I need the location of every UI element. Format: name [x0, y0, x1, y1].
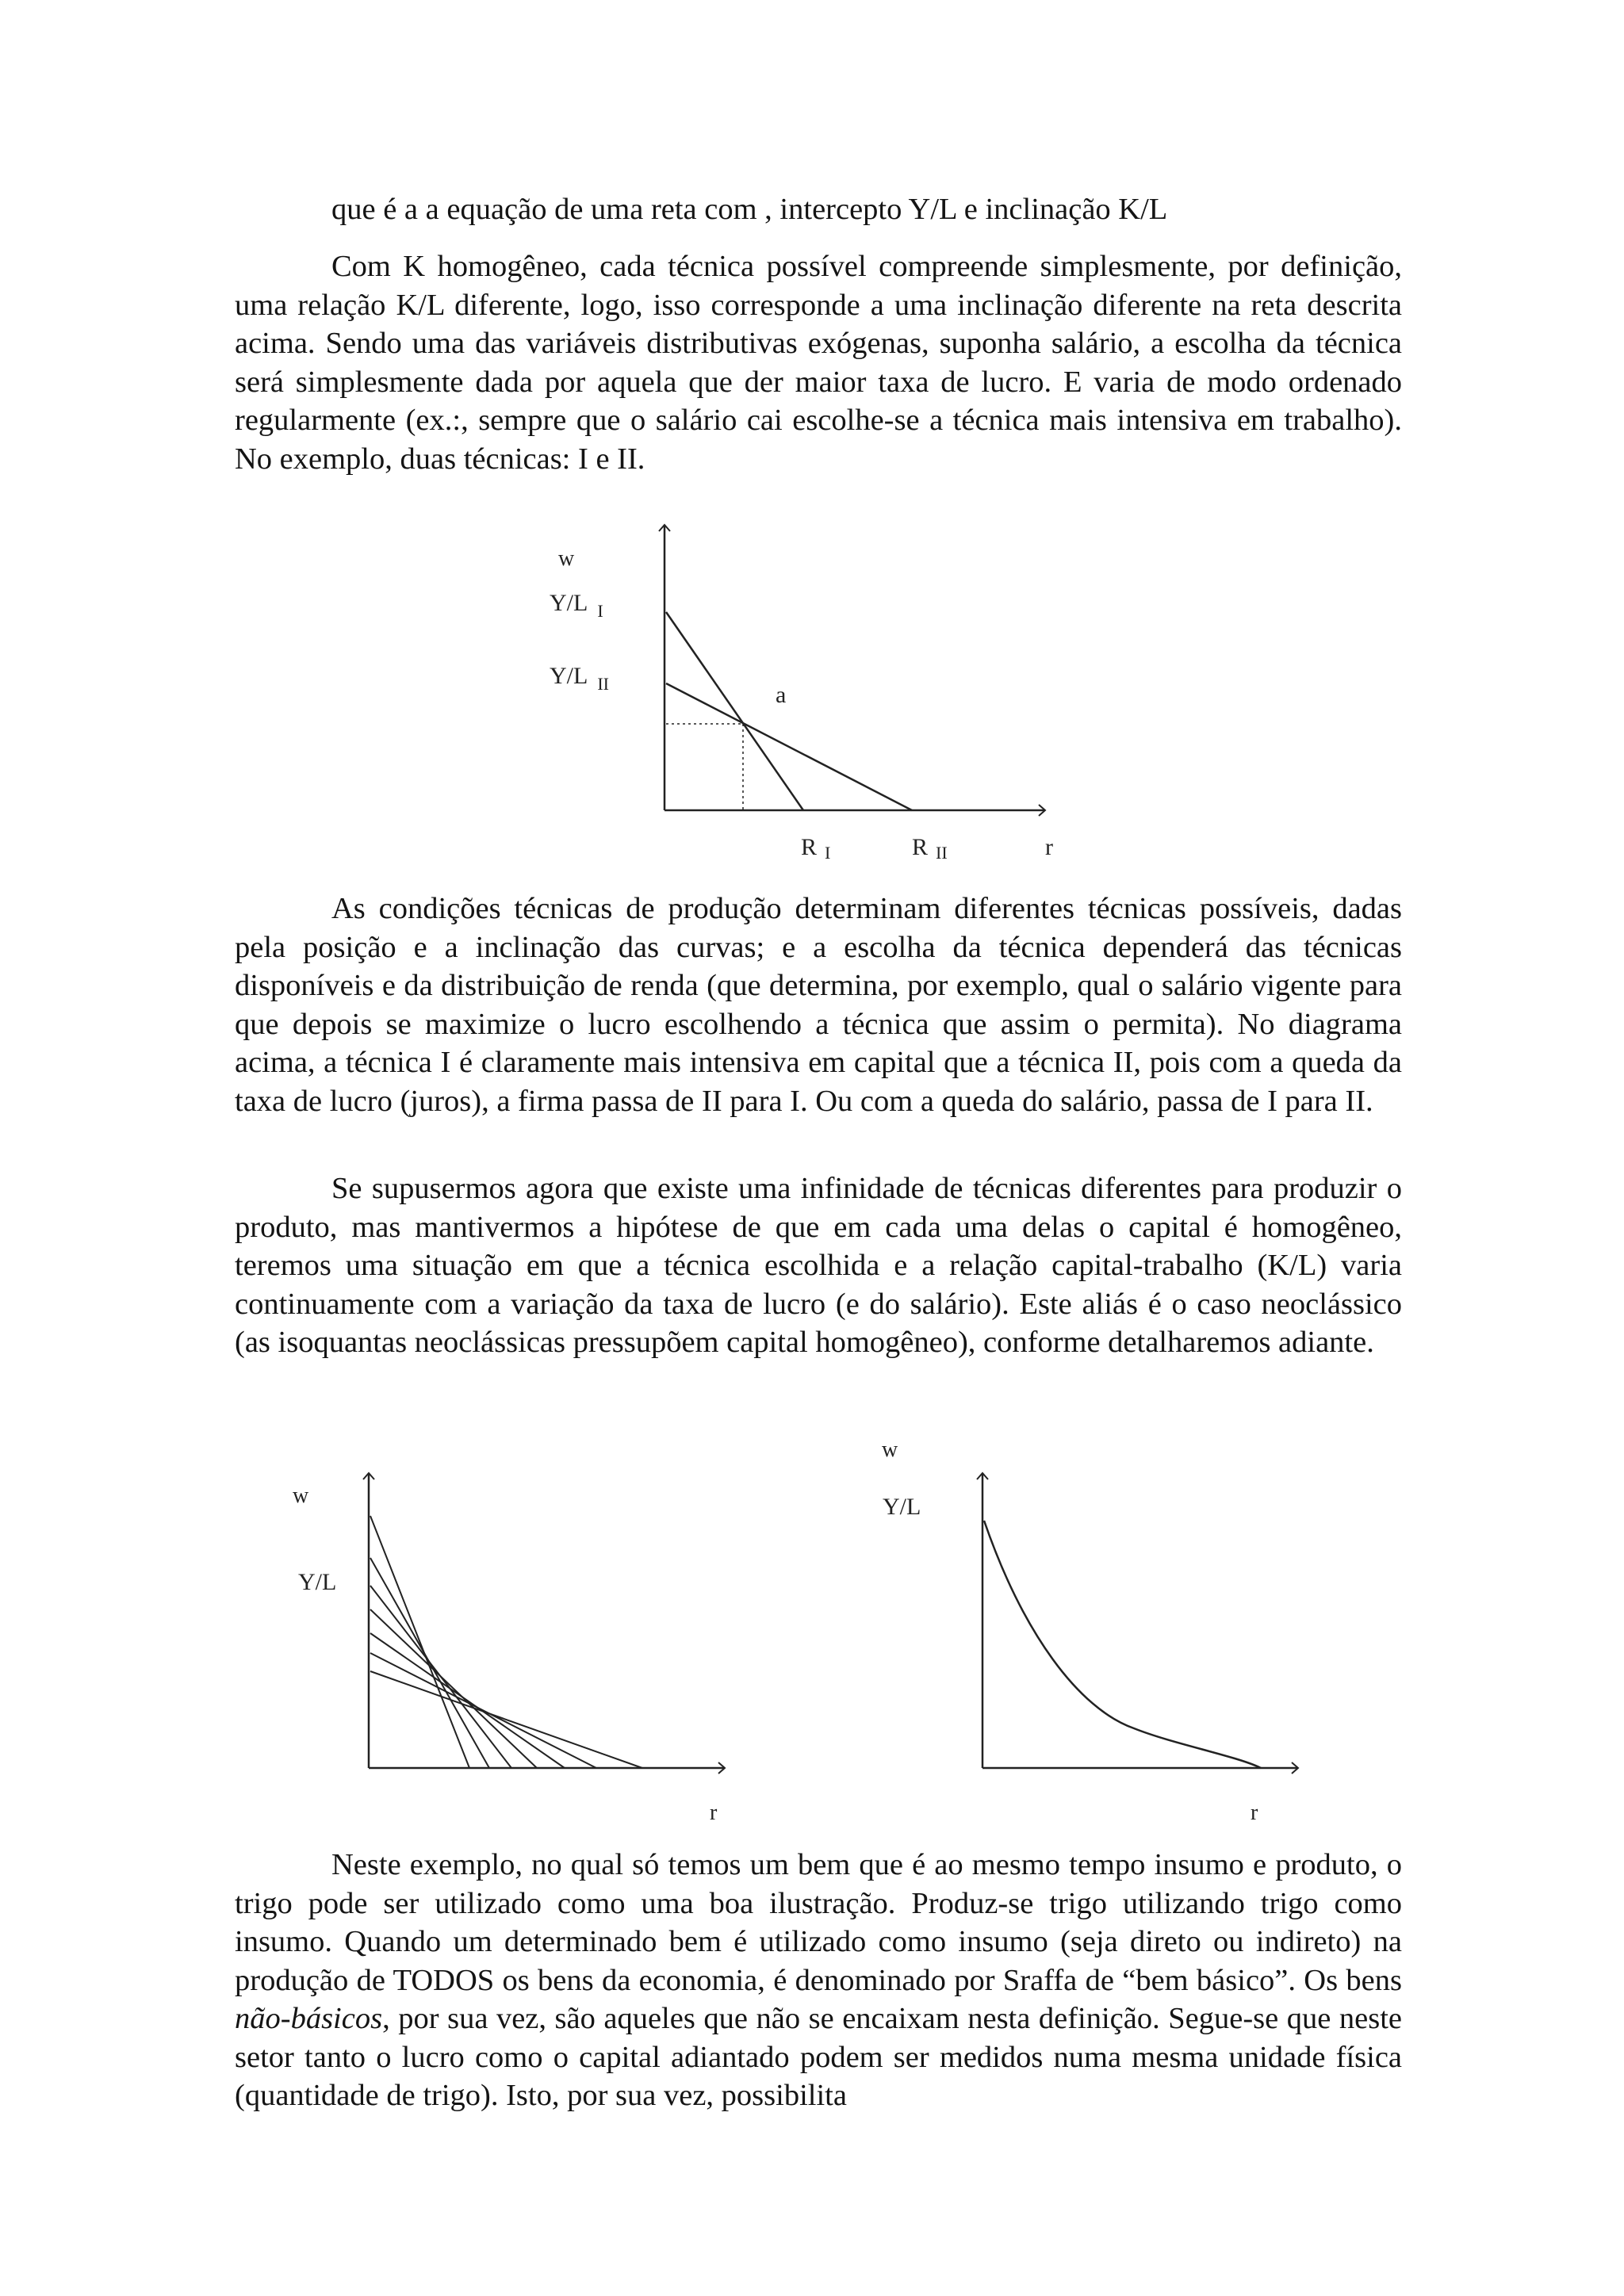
figure-two-techniques-labels — [550, 546, 1053, 863]
fig3-r-label: r — [1251, 1800, 1258, 1825]
fig2-technique-line — [370, 1609, 537, 1768]
fig2-technique-lines — [370, 1516, 642, 1768]
paragraph-technical-conditions: As condições técnicas de produção determinam diferentes técnicas possíveis, dadas pela posição e a inclinação das curvas; e a escolha da técnica dependerá das técnicas disponíveis e da distribuição de renda (que determina, por exemplo, qual o salário vigente para que depois se maximize o lucro escolhendo a técnica que assim o permita). No diagrama acima, a técnica I é claramente mais intensiva em capital que a técnica II, pois com a queda da taxa de lucro (juros), a firma passa de II para I. Ou com a queda do salário, passa de I para II. — [235, 892, 1402, 1118]
figure-continuous-curve-labels — [882, 1437, 1258, 1825]
fig2-w-label: w — [293, 1483, 309, 1508]
fig2-technique-line — [370, 1653, 596, 1768]
fig2-r-label: r — [710, 1800, 718, 1825]
figure-two-techniques — [665, 525, 1045, 810]
paragraph-wheat-example: Neste exemplo, no qual só temos um bem que é ao mesmo tempo insumo e produto, o trigo pode ser utilizado como uma boa ilustração. Produz-se trigo utilizando trigo como insumo. Quando um determinado bem é utilizado como insumo (seja direto ou indireto) na produção de TODOS os bens da economia, é denominado por Sraffa de “bem básico”. Os bens não-básicos, por sua vez, são aqueles que não se encaixam nesta definição. Segue-se que neste setor tanto o lucro como o capital adiantado podem ser medidos numa mesma unidade física (quantidade de trigo). Isto, por sua vez, possibilita — [235, 1848, 1402, 2112]
fig1-w-label: w — [558, 546, 575, 571]
fig2-yl-label: Y/L — [298, 1569, 337, 1595]
fig1-yl-ii-label: Y/L $_{II}$ — [550, 663, 609, 694]
figure-many-techniques-labels — [293, 1483, 718, 1825]
emphasis-nao-basicos: não-básicos — [235, 2002, 383, 2035]
paragraph-infinite-techniques: Se supusermos agora que existe uma infinidade de técnicas diferentes para produzir o produto, mas mantivermos a hipótese de que em cada uma delas o capital é homogêneo, teremos uma situação em que a técnica escolhida e a relação capital-trabalho (K/L) varia continuamente com a variação da taxa de lucro (e do salário). Este aliás é o caso neoclássico (as isoquantas neoclássicas pressupõem capital homogêneo), conforme detalharemos adiante. — [235, 1172, 1402, 1359]
fig1-r-i-label: R I — [801, 834, 831, 863]
figure-continuous-curve — [982, 1473, 1298, 1768]
fig1-r-ii-label: R II — [912, 834, 948, 863]
equation-line: que é a a equação de uma reta com , intercepto Y/L e inclinação K/L — [331, 193, 1168, 226]
fig3-w-label: w — [882, 1437, 898, 1462]
fig1-yl-i-label: Y/L $_I$ — [550, 590, 603, 621]
fig3-wage-profit-curve — [984, 1521, 1261, 1768]
fig3-yl-label: Y/L — [883, 1494, 921, 1520]
fig2-technique-line — [370, 1586, 511, 1768]
fig2-technique-line — [370, 1558, 489, 1768]
fig1-r-axis-label: r — [1045, 834, 1053, 860]
figure-many-techniques — [369, 1473, 725, 1768]
fig2-technique-line — [370, 1671, 642, 1768]
paragraph-techniques: Com K homogêneo, cada técnica possível compreende simplesmente, por definição, uma relação K/L diferente, logo, isso corresponde a uma inclinação diferente na reta descrita acima. Sendo uma das variáveis distributivas exógenas, suponha salário, a escolha da técnica será simplesmente dada por aquela que der maior taxa de lucro. E varia de modo ordenado regularmente (ex.:, sempre que o salário cai escolhe-se a técnica mais intensiva em trabalho). No exemplo, duas técnicas: I e II. — [235, 250, 1402, 476]
fig1-point-a-label: a — [776, 682, 787, 708]
fig1-line-technique-ii — [666, 683, 912, 810]
fig2-technique-line — [370, 1516, 469, 1768]
fig2-technique-line — [370, 1633, 565, 1768]
fig1-line-technique-i — [666, 612, 803, 810]
